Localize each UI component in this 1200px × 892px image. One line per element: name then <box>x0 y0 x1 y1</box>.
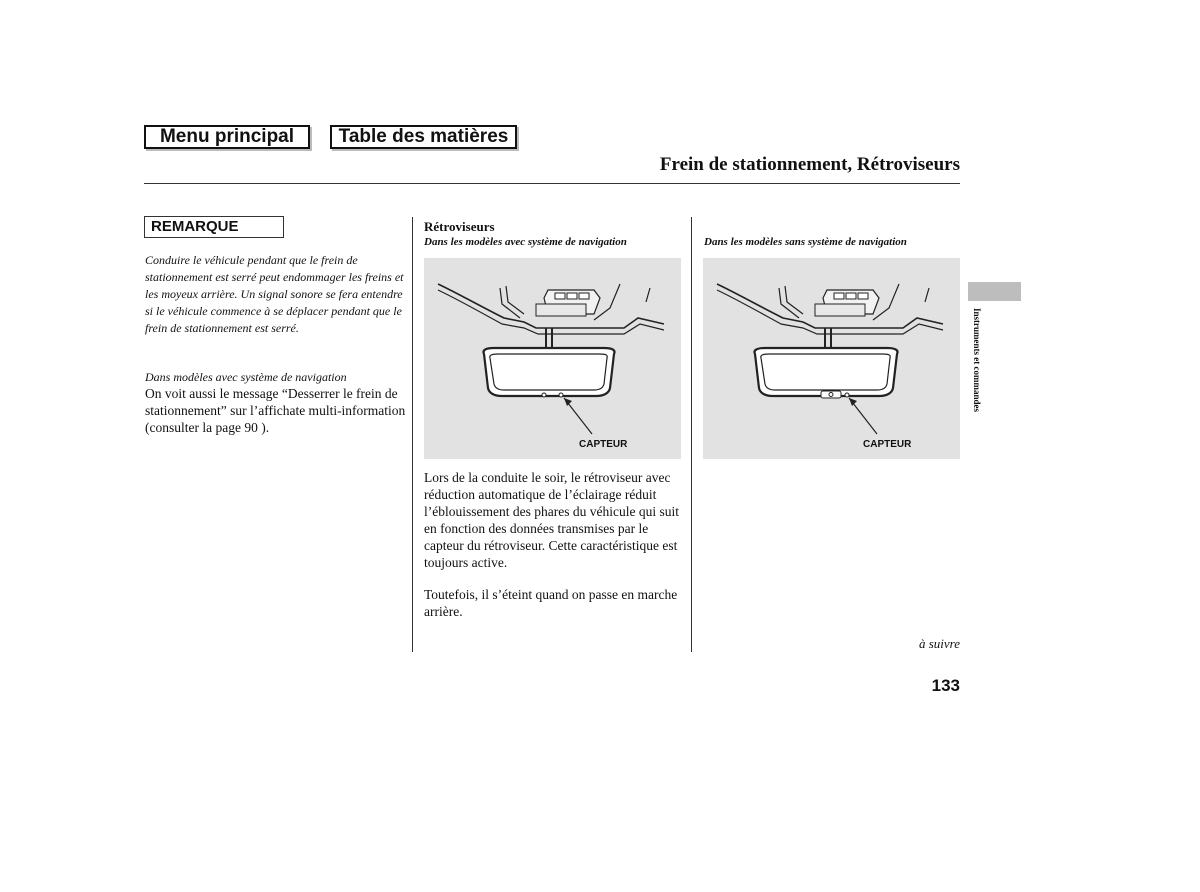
page-title: Frein de stationnement, Rétroviseurs <box>659 154 960 175</box>
figure-caption-without-navigation: Dans les modèles sans système de navigation <box>704 236 907 248</box>
remark-badge: REMARQUE <box>144 216 284 238</box>
column-divider-left <box>412 217 413 652</box>
reverse-gear-paragraph: Toutefois, il s’éteint quand on passe en marche arrière. <box>424 587 678 619</box>
main-menu-button[interactable]: Menu principal <box>144 125 310 149</box>
mirror-illustration <box>703 258 960 459</box>
mirror-illustration <box>424 258 681 459</box>
mirror-figure-with-navigation <box>424 258 681 459</box>
section-tab-marker <box>968 282 1021 301</box>
nav-model-caption: Dans modèles avec système de navigation <box>145 370 347 384</box>
mirror-figure-without-navigation <box>703 258 960 459</box>
column-divider-right <box>691 217 692 652</box>
header-divider <box>144 183 960 184</box>
section-side-label: Instruments et commandes <box>972 308 982 412</box>
table-of-contents-button[interactable]: Table des matières <box>330 125 517 149</box>
sensor-label: CAPTEUR <box>863 439 912 450</box>
page-number: 133 <box>931 676 960 695</box>
mirror-description-paragraph: Lors de la conduite le soir, le rétroviseur avec réduction automatique de l’éclairage réduit l’éblouissement des phares du véhicule qui suit en fonction des données transmises par le capteur du rétroviseur. Cette caractéristique est toujours active. <box>424 470 679 570</box>
remark-note: Conduire le véhicule pendant que le frein de stationnement est serré peut endommager les freins et les moyeux arrière. Un signal sonore se fera entendre si le véhicule commence à se déplacer pendant que le frein de stationnement est serré. <box>145 253 404 335</box>
nav-model-text: On voit aussi le message “Desserrer le frein de stationnement” sur l’affichate multi-information (consulter la page 90 ). <box>145 386 406 435</box>
continued-note: à suivre <box>918 636 960 651</box>
section-heading: Rétroviseurs <box>424 219 495 234</box>
sensor-label: CAPTEUR <box>579 439 628 450</box>
figure-caption-with-navigation: Dans les modèles avec système de navigation <box>424 236 627 248</box>
